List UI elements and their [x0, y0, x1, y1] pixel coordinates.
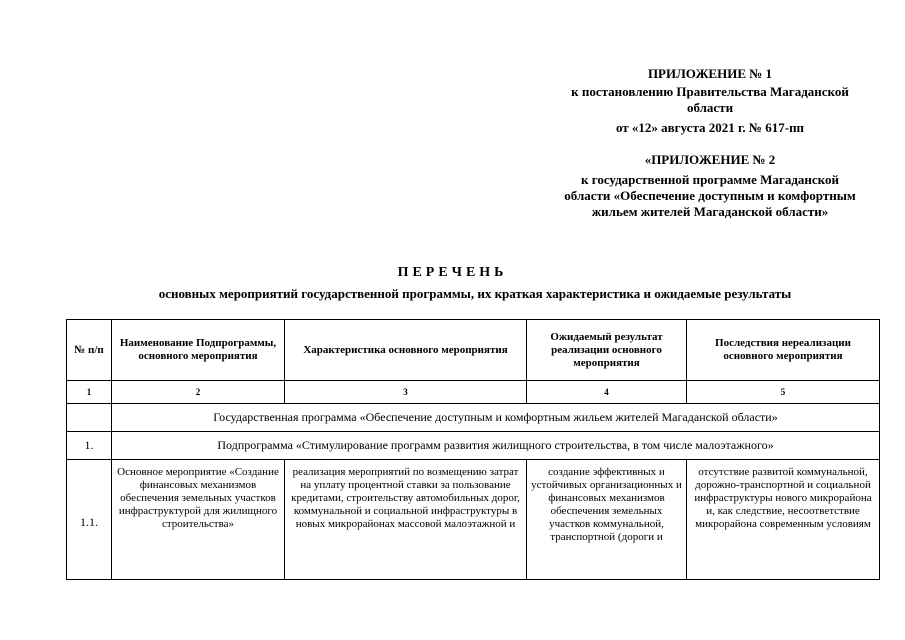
document-title: ПЕРЕЧЕНЬ [397, 265, 508, 280]
column-number: 3 [285, 381, 527, 404]
measure-number: 1.1. [67, 460, 112, 580]
table-header-row [67, 320, 880, 381]
measure-name: Основное мероприятие «Создание финансовых механизмов обеспечения земельных участков инфраструктурой для жилищного строительства» [112, 460, 285, 580]
subprogram-number: 1. [67, 432, 112, 460]
empty-cell [67, 404, 112, 432]
appendix2-reference: к государственной программе Магаданской области «Обеспечение доступным и комфортным жильем жителей Магаданской области» [564, 172, 856, 219]
column-number: 1 [67, 381, 112, 404]
table-row [67, 460, 880, 580]
measures-table [66, 319, 880, 580]
appendix-date: от «12» августа 2021 г. № 617-пп [615, 120, 805, 135]
column-number: 5 [687, 381, 880, 404]
measure-expected-result: создание эффективных и устойчивых организационных и финансовых механизмов обеспечения земельных участков коммунальной, транспортной (дороги и [527, 460, 687, 580]
subprogram-title: Подпрограмма «Стимулирование программ развития жилищного строительства, в том числе малоэтажного» [112, 432, 880, 460]
header-name: Наименование Подпрограммы, основного мероприятия [112, 320, 285, 381]
header-characteristic: Характеристика основного мероприятия [285, 320, 527, 381]
column-numbers-row [67, 381, 880, 404]
program-title: Государственная программа «Обеспечение доступным и комфортным жильем жителей Магаданской области» [112, 404, 880, 432]
appendix2-title: «ПРИЛОЖЕНИЕ № 2 [644, 152, 776, 167]
appendix-title: ПРИЛОЖЕНИЕ № 1 [647, 66, 773, 81]
document-subtitle: основных мероприятий государственной программы, их краткая характеристика и ожидаемые результаты [158, 286, 792, 301]
header-number: № п/п [67, 320, 112, 381]
measure-consequences: отсутствие развитой коммунальной, дорожно-транспортной и социальной инфраструктуры нового микрорайона и, как следствие, несоответствие микрорайона современным условиям [687, 460, 880, 580]
header-expected-result: Ожидаемый результат реализации основного мероприятия [527, 320, 687, 381]
measure-characteristic: реализация мероприятий по возмещению затрат на уплату процентной ставки за пользование кредитами, строительству автомобильных дорог, коммунальной и социальной инфраструктуры в новых микрорайонах массовой малоэтажной и [285, 460, 527, 580]
column-number: 2 [112, 381, 285, 404]
subprogram-row [67, 432, 880, 460]
column-number: 4 [527, 381, 687, 404]
program-row [67, 404, 880, 432]
appendix-reference: к постановлению Правительства Магаданской области [571, 84, 849, 115]
header-consequences: Последствия нереализации основного мероприятия [687, 320, 880, 381]
